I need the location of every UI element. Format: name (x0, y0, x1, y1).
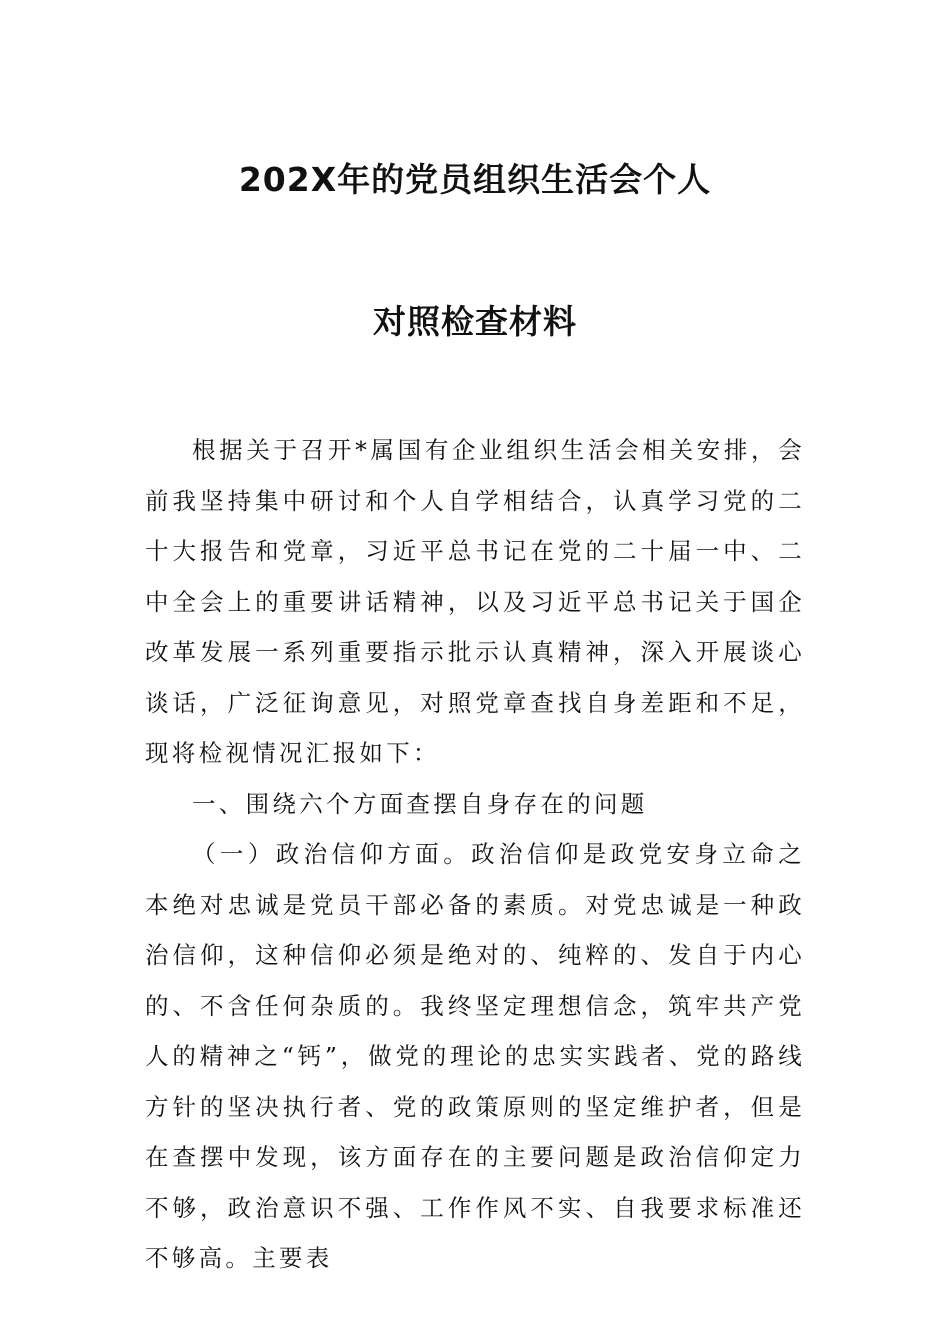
section-heading-1: 一、围绕六个方面查摆自身存在的问题 (192, 789, 648, 818)
document-body (145, 425, 805, 1284)
paragraph-intro: 根据关于召开*属国有企业组织生活会相关安排，会前我坚持集中研讨和个人自学相结合，认真学习党的二十大报告和党章，习近平总书记在党的二十届一中、二中全会上的重要讲话精神，以及习近平总书记关于国企改革发展一系列重要指示批示认真精神，深入开展谈心谈话，广泛征询意见，对照党章查找自身差距和不足，现将检视情况汇报如下： (145, 436, 805, 767)
paragraph-political-belief: （一）政治信仰方面。政治信仰是政党安身立命之本绝对忠诚是党员干部必备的素质。对党忠诚是一种政治信仰，这种信仰必须是绝对的、纯粹的、发自于内心的、不含任何杂质的。我终坚定理想信念，筑牢共产党人的精神之“钙”，做党的理论的忠实实践者、党的路线方针的坚决执行者、党的政策原则的坚定维护者，但是在查摆中发现，该方面存在的主要问题是政治信仰定力不够，政治意识不强、工作作风不实、自我要求标准还不够高。主要表 (145, 840, 805, 1272)
document-title-line-1: 202X年的党员组织生活会个人 (238, 160, 712, 199)
document-title-line-2: 对照检查材料 (373, 302, 577, 341)
